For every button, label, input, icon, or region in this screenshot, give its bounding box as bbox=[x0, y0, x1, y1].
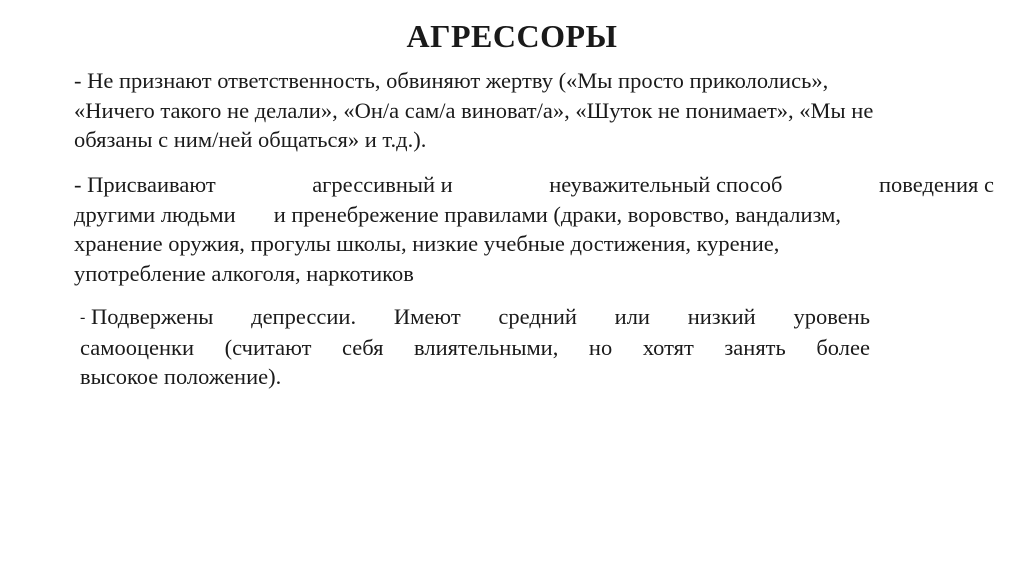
paragraph-line: употребление алкоголя, наркотиков bbox=[74, 260, 414, 286]
paragraph-row bbox=[80, 333, 870, 363]
paragraph-row bbox=[74, 170, 994, 200]
word: но bbox=[588, 334, 613, 360]
word: неуважительный способ bbox=[549, 172, 783, 197]
word: более bbox=[816, 334, 870, 360]
word: самооценки bbox=[80, 334, 195, 360]
paragraph-line: высокое положение). bbox=[80, 364, 282, 389]
word: средний bbox=[498, 304, 577, 329]
paragraph-row bbox=[80, 302, 870, 333]
list-dash: - bbox=[80, 309, 86, 326]
word: низкий bbox=[687, 304, 756, 329]
paragraph-depression bbox=[80, 302, 870, 392]
word: - Присваивают bbox=[74, 172, 216, 197]
paragraph-behavior bbox=[74, 170, 994, 288]
word: хотят bbox=[642, 334, 694, 360]
slide-title: АГРЕССОРЫ bbox=[406, 18, 618, 54]
paragraph-row bbox=[74, 200, 994, 230]
word: агрессивный и bbox=[312, 172, 453, 197]
word bbox=[80, 302, 213, 333]
word: поведения с bbox=[879, 172, 994, 197]
word: другими людьми bbox=[74, 201, 236, 227]
paragraph-line: «Ничего такого не делали», «Он/а сам/а виноват/а», «Шуток не понимает», «Мы не bbox=[74, 97, 874, 123]
word: Имеют bbox=[393, 304, 461, 329]
word: и пренебрежение правилами (драки, воровство, вандализм, bbox=[273, 201, 841, 227]
word: депрессии. bbox=[251, 304, 357, 329]
word: (считают bbox=[224, 334, 312, 360]
word: занять bbox=[724, 334, 786, 360]
word: влиятельными, bbox=[414, 334, 559, 360]
word: или bbox=[614, 304, 650, 329]
paragraph-line: - Не признают ответственность, обвиняют жертву («Мы просто прикололись», bbox=[74, 68, 829, 93]
paragraph-responsibility bbox=[74, 66, 994, 155]
word: Подвержены bbox=[90, 304, 214, 329]
word: себя bbox=[341, 334, 384, 360]
paragraph-line: обязаны с ним/ней общаться» и т.д.). bbox=[74, 127, 427, 152]
word: уровень bbox=[793, 304, 870, 329]
paragraph-line: хранение оружия, прогулы школы, низкие учебные достижения, курение, bbox=[74, 231, 780, 256]
